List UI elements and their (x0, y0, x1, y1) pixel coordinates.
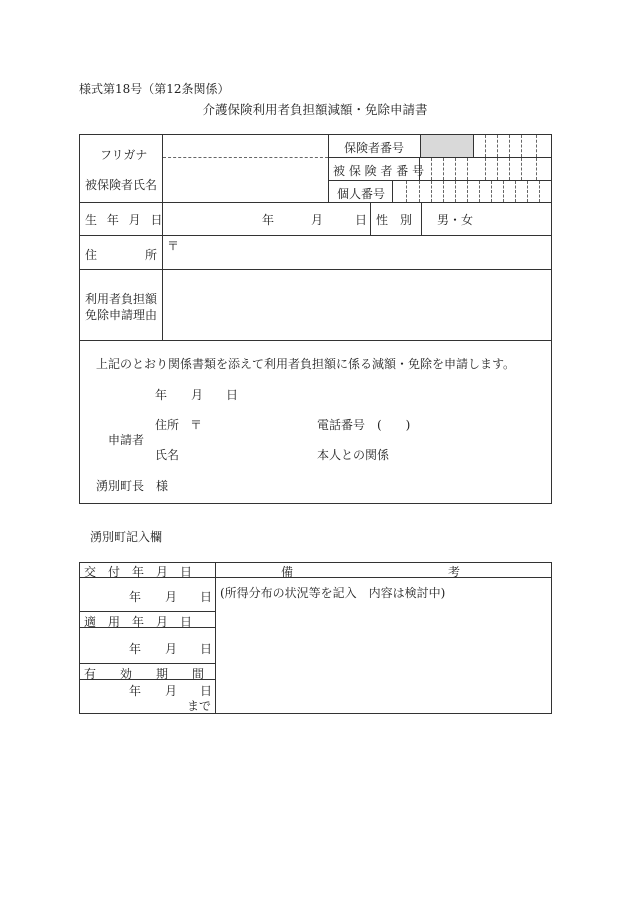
personal-number-label: 個人番号 (337, 187, 386, 201)
remarks-text: (所得分布の状況等を記入 内容は検討中) (220, 586, 446, 600)
apply-month: 月 (165, 642, 178, 656)
address-label-start: 住 (85, 248, 98, 262)
declaration-month: 月 (191, 388, 204, 402)
declaration-year: 年 (155, 388, 168, 402)
applicant-label: 申請者 (108, 433, 145, 447)
form-number: 様式第18号（第12条関係） (79, 82, 230, 96)
declaration-statement: 上記のとおり関係書類を添えて利用者負担額に係る減額・免除を申請します。 (96, 357, 516, 371)
validity-month: 月 (165, 684, 178, 698)
applicant-postal-mark: 〒 (190, 418, 203, 432)
apply-year: 年 (129, 642, 142, 656)
birthdate-label: 生 年 月 日 (85, 213, 166, 227)
remarks-field[interactable] (216, 578, 550, 712)
insurer-number-shaded-cell (421, 135, 473, 157)
validity-until: まで (187, 699, 212, 713)
applicant-address-label: 住所 (155, 418, 180, 432)
reason-field[interactable] (163, 270, 550, 339)
validity-year: 年 (129, 684, 142, 698)
declaration-day: 日 (226, 388, 239, 402)
reason-label-line2: 免除申請理由 (85, 308, 158, 322)
apply-date-label: 適 用 年 月 日 (84, 615, 193, 629)
applicant-name-label: 氏名 (155, 448, 180, 462)
address-field[interactable] (180, 236, 550, 268)
issue-year: 年 (129, 590, 142, 604)
birth-month: 月 (311, 213, 324, 227)
insured-name-label: 被保険者氏名 (85, 178, 158, 192)
remarks-label-end: 考 (448, 565, 461, 579)
validity-label: 有 効 期 間 (84, 667, 205, 681)
validity-day: 日 (200, 684, 213, 698)
remarks-label-start: 備 (281, 565, 294, 579)
issue-date-label: 交 付 年 月 日 (84, 565, 193, 579)
address-label-end: 所 (145, 248, 158, 262)
document-title: 介護保険利用者負担額減額・免除申請書 (202, 102, 428, 117)
relation-label: 本人との関係 (317, 448, 390, 462)
birth-day: 日 (355, 213, 368, 227)
furigana-label: フリガナ (100, 148, 148, 162)
issue-month: 月 (165, 590, 178, 604)
reason-label-line1: 利用者負担額 (85, 292, 158, 306)
insurer-number-label: 保険者番号 (344, 141, 405, 155)
phone-label: 電話番号 ( ) (317, 418, 411, 432)
insured-number-label: 被 保 険 者 番 号 (333, 164, 425, 178)
postal-mark: 〒 (167, 239, 180, 253)
issue-day: 日 (200, 590, 213, 604)
birth-year: 年 (262, 213, 275, 227)
insured-name-field[interactable] (163, 158, 327, 201)
office-section-title: 湧別町記入欄 (90, 530, 163, 544)
sex-options[interactable]: 男・女 (437, 213, 474, 227)
sex-label: 性 別 (376, 213, 413, 227)
furigana-field[interactable] (163, 135, 327, 156)
apply-day: 日 (200, 642, 213, 656)
addressee: 湧別町長 様 (96, 479, 169, 493)
